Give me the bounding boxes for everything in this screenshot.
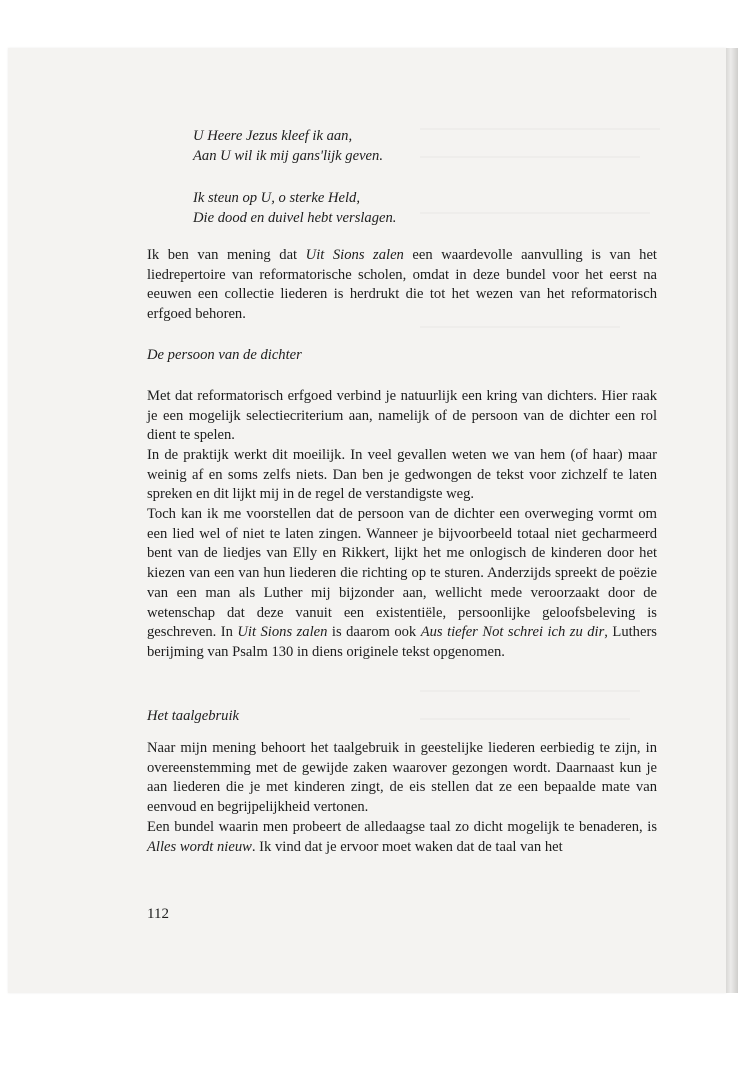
section-heading: De persoon van de dichter (147, 347, 302, 363)
text-run: Ik ben van mening dat (147, 247, 306, 263)
poem-line: U Heere Jezus kleef ik aan, (193, 128, 353, 144)
paragraph (147, 818, 657, 857)
bleed-through (420, 326, 620, 328)
poem-line: Ik steun op U, o sterke Held, (193, 190, 360, 206)
song-title: Aus tiefer Not schrei ich zu dir (420, 624, 605, 641)
text-run: Toch kan ik me voorstellen dat de persoon van de dichter een overweging vormt om een lied wel of niet te laten zingen. Wanneer je bijvoorbeeld totaal niet gecharmeerd bent van de liedjes van Elly en Rikkert, lijkt het me onlogisch de kinderen door het kiezen van een van hun liederen die richting op te sturen. Anderzijds spreekt de poëzie van een man als Luther mij bijzonder aan, wellicht mede veroorzaakt door de wetenschap dat deze vanuit een existentiële, persoonlijke geloofsbeleving is geschreven. In (147, 506, 657, 641)
text-run: , Luthers berijming van Psalm 130 in diens originele tekst opgenomen. (147, 624, 657, 660)
paragraph-intro (147, 246, 657, 325)
text-run: is daarom ook (327, 624, 421, 641)
section-heading: Het taalgebruik (147, 708, 240, 724)
poem-stanza-1 (193, 126, 613, 166)
text-run: . Ik vind dat je ervoor moet waken dat de taal van het (251, 838, 563, 855)
paragraph: In de praktijk werkt dit moeilijk. In veel gevallen weten we van hem (of haar) maar weinig af en soms zelfs niets. Dan ben je gedwongen de tekst voor zichzelf te laten spreken en dit lijkt mij in de regel de verstandigste weg. (147, 447, 657, 503)
paragraph: Met dat reformatorisch erfgoed verbind je natuurlijk een kring van dichters. Hier raak je een mogelijk selectiecriterium aan, namelijk of de persoon van de dichter een rol dient te spelen. (147, 388, 657, 444)
book-title: Uit Sions zalen (305, 247, 404, 263)
page-edge (726, 48, 738, 993)
book-title: Alles wordt nieuw (147, 838, 252, 855)
text-run: een waardevolle aanvulling is van het liedrepertoire van reformatorische scholen, omdat in deze bundel voor het eerst na eeuwen een collectie liederen is herdrukt die tot het wezen van het reformatorisch erfgoed behoren. (147, 247, 657, 323)
paragraph (147, 505, 657, 663)
paragraph: Naar mijn mening behoort het taalgebruik in geestelijke liederen eerbiedig te zijn, in overeenstemming met de gewijde zaken waarover gezongen wordt. Daarnaast kun je aan liederen die je met kinderen zingt, de eis stellen dat ze een bepaalde mate van eenvoud en begrijpelijkheid vertonen. (147, 740, 657, 816)
poem-line: Aan U wil ik mij gans'lijk geven. (193, 148, 383, 164)
bleed-through (420, 690, 640, 692)
text-run: Een bundel waarin men probeert de alledaagse taal zo dicht mogelijk te benaderen, is (147, 819, 657, 835)
poem-stanza-2 (193, 188, 613, 228)
book-title: Uit Sions zalen (237, 624, 328, 641)
poem-line: Die dood en duivel hebt verslagen. (193, 210, 397, 226)
page-number: 112 (147, 906, 169, 922)
